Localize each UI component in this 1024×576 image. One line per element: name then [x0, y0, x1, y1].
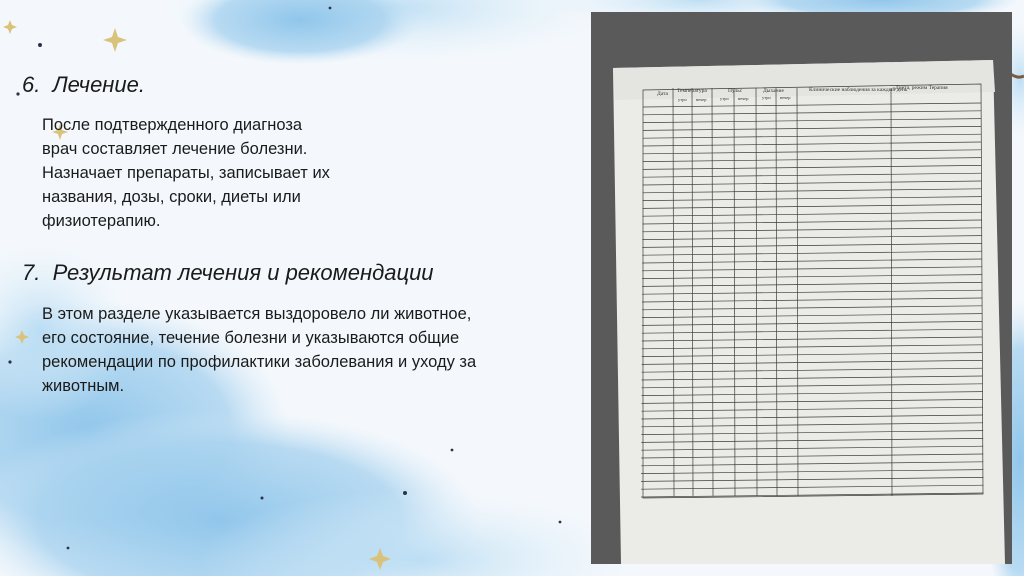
section-6-line: После подтвержденного диагноза	[42, 116, 303, 134]
section-7-line: рекомендации по профилактики заболевания и уходу за	[42, 353, 477, 371]
form-header-pulse: Пульс	[728, 88, 743, 94]
form-header-temperature: Температура	[677, 88, 707, 94]
section-7-line: его состояние, течение болезни и указываются общие	[42, 329, 460, 347]
section-7-heading	[22, 260, 434, 286]
form-header-breathing: Дыхание	[763, 88, 784, 94]
section-7-line: животным.	[42, 377, 125, 395]
form-subheader: вечер	[780, 95, 791, 100]
section-6-line: Назначает препараты, записывает их	[42, 164, 330, 182]
section-7-body	[42, 302, 587, 398]
section-7-line: В этом разделе указывается выздоровело ли животное,	[42, 305, 472, 323]
section-6-number: 6.	[22, 72, 41, 97]
section-6-line: физиотерапию.	[42, 212, 161, 230]
section-7-number: 7.	[22, 260, 41, 285]
form-subheader: вечер	[696, 97, 707, 102]
form-photo	[591, 12, 1012, 564]
form-photo-image	[591, 12, 1012, 564]
form-subheader: утро	[678, 97, 687, 102]
section-6-heading	[22, 72, 145, 98]
paper-sheet	[613, 60, 1005, 564]
section-6-line: врач составляет лечение болезни.	[42, 140, 308, 158]
section-6-line: названия, дозы, сроки, диеты или	[42, 188, 301, 206]
section-7-title: Результат лечения и рекомендации	[52, 260, 434, 285]
form-header-date: Дата	[657, 91, 668, 97]
section-6-body	[42, 113, 462, 233]
form-header-diet: Диета, режим Терапия	[895, 85, 948, 91]
form-header-observations: Клинические наблюдения за каждый день	[809, 87, 908, 93]
form-subheader: утро	[762, 95, 771, 100]
form-subheader: утро	[720, 96, 729, 101]
form-subheader: вечер	[738, 96, 749, 101]
section-6-title: Лечение.	[52, 72, 145, 97]
